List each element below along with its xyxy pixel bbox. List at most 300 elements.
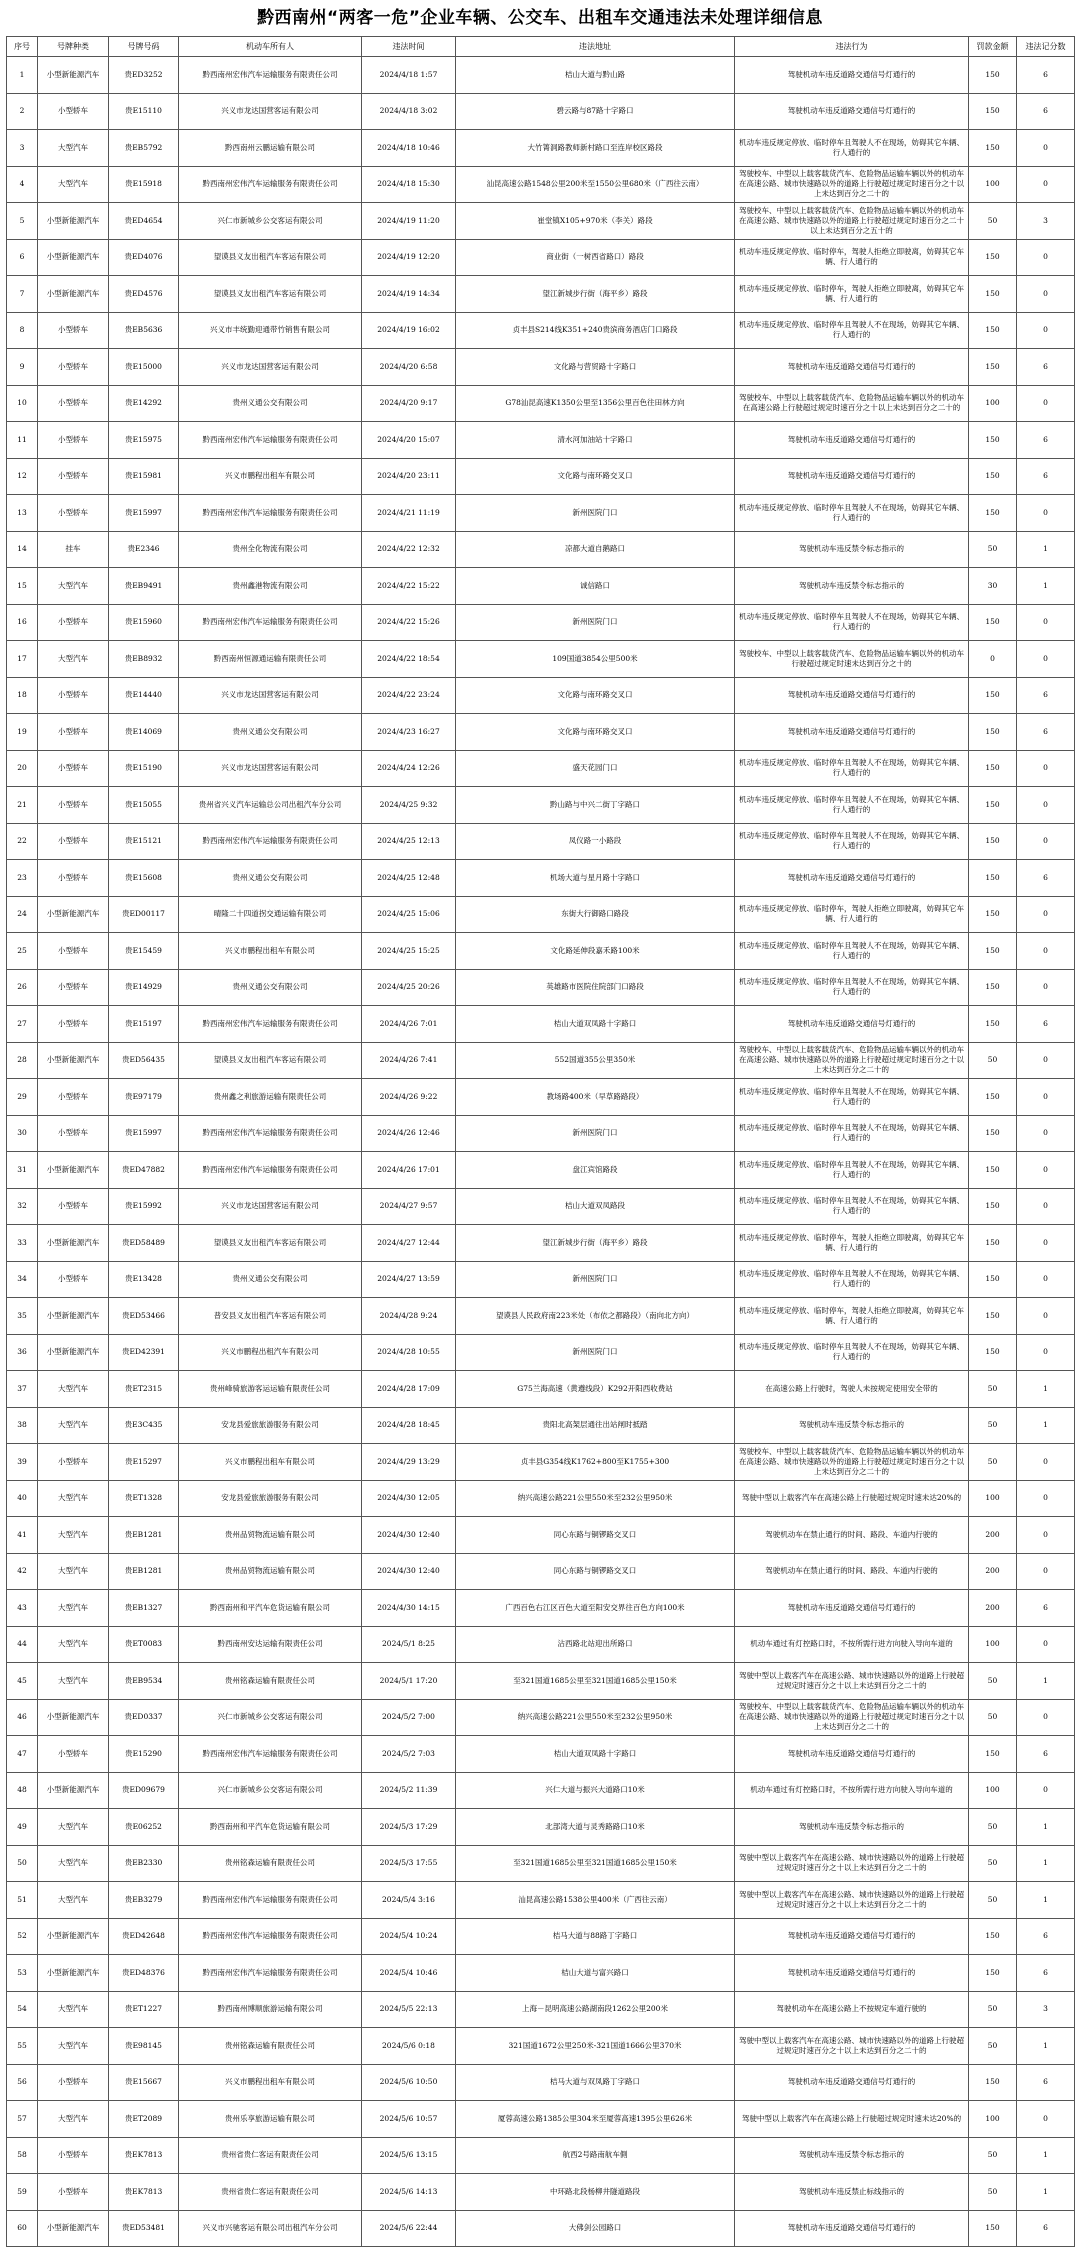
cell-fine: 50 (969, 1845, 1017, 1882)
cell-time: 2024/4/26 7:41 (362, 1042, 456, 1079)
table-body (7, 57, 1075, 2247)
cell-fine: 150 (969, 276, 1017, 313)
cell-behavior: 驾驶校车、中型以上载客载货汽车、危险物品运输车辆以外的机动车在高速公路、城市快速路以外的道路上行驶超过规定时速百分之十以上未达到百分之二十的 (735, 1699, 969, 1736)
cell-fine: 150 (969, 604, 1017, 641)
cell-points: 0 (1017, 604, 1075, 641)
cell-location: 新州医院门口 (456, 495, 735, 532)
cell-index: 49 (7, 1809, 38, 1846)
cell-plate-type: 小型新能源汽车 (38, 1955, 109, 1992)
cell-time: 2024/5/4 3:16 (362, 1882, 456, 1919)
cell-time: 2024/4/25 9:32 (362, 787, 456, 824)
cell-time: 2024/5/3 17:55 (362, 1845, 456, 1882)
cell-time: 2024/4/20 15:07 (362, 422, 456, 459)
cell-plate-type: 小型新能源汽车 (38, 57, 109, 94)
cell-fine: 50 (969, 2137, 1017, 2174)
cell-plate-number: 贵E15190 (109, 750, 179, 787)
cell-fine: 200 (969, 1590, 1017, 1627)
cell-index: 27 (7, 1006, 38, 1043)
cell-time: 2024/4/27 9:57 (362, 1188, 456, 1225)
cell-location: 碧云路与87路十字路口 (456, 93, 735, 130)
cell-behavior: 驾驶机动车违反道路交通信号灯通行的 (735, 458, 969, 495)
cell-points: 0 (1017, 1772, 1075, 1809)
cell-plate-number: 贵ET2315 (109, 1371, 179, 1408)
cell-points: 6 (1017, 422, 1075, 459)
cell-index: 42 (7, 1553, 38, 1590)
cell-plate-type: 大型汽车 (38, 1553, 109, 1590)
table-row (7, 1480, 1075, 1517)
cell-behavior: 机动车违反规定停放、临时停车且驾驶人不在现场，妨碍其它车辆、行人通行的 (735, 495, 969, 532)
cell-points: 0 (1017, 276, 1075, 313)
cell-index: 33 (7, 1225, 38, 1262)
cell-behavior: 机动车违反规定停放、临时停车且驾驶人不在现场，妨碍其它车辆、行人通行的 (735, 1079, 969, 1116)
cell-points: 0 (1017, 787, 1075, 824)
cell-fine: 50 (969, 1809, 1017, 1846)
cell-behavior: 驾驶机动车违反道路交通信号灯通行的 (735, 1006, 969, 1043)
cell-location: 盘江宾馆路段 (456, 1152, 735, 1189)
cell-points: 3 (1017, 1991, 1075, 2028)
cell-behavior: 驾驶机动车违反道路交通信号灯通行的 (735, 677, 969, 714)
cell-time: 2024/4/19 12:20 (362, 239, 456, 276)
cell-time: 2024/4/25 15:25 (362, 933, 456, 970)
cell-owner: 贵州鑫港物流有限公司 (179, 568, 362, 605)
cell-behavior: 机动车违反规定停放、临时停车，驾驶人拒绝立即驶离，妨碍其它车辆、行人通行的 (735, 1298, 969, 1335)
cell-plate-type: 小型新能源汽车 (38, 1298, 109, 1335)
cell-behavior: 驾驶机动车违反禁令标志指示的 (735, 2137, 969, 2174)
cell-owner: 黔西南州宏伟汽车运输服务有限责任公司 (179, 1882, 362, 1919)
table-row (7, 1152, 1075, 1189)
cell-points: 0 (1017, 312, 1075, 349)
cell-behavior: 机动车违反规定停放、临时停车且驾驶人不在现场，妨碍其它车辆、行人通行的 (735, 1188, 969, 1225)
table-row (7, 458, 1075, 495)
cell-behavior: 驾驶机动车违反道路交通信号灯通行的 (735, 422, 969, 459)
cell-owner: 兴仁市新城乡公交客运有限公司 (179, 1699, 362, 1736)
cell-time: 2024/4/27 13:59 (362, 1261, 456, 1298)
cell-owner: 黔西南州宏伟汽车运输服务有限责任公司 (179, 57, 362, 94)
cell-location: 纳兴高速公路221公里550米至232公里950米 (456, 1699, 735, 1736)
cell-location: 纳兴高速公路221公里550米至232公里950米 (456, 1480, 735, 1517)
cell-plate-number: 贵ED47882 (109, 1152, 179, 1189)
cell-location: 109国道3854公里500米 (456, 641, 735, 678)
cell-plate-type: 小型轿车 (38, 969, 109, 1006)
cell-owner: 兴义市鹏程出租车有限公司 (179, 1444, 362, 1481)
cell-fine: 150 (969, 1955, 1017, 1992)
cell-plate-type: 小型新能源汽车 (38, 896, 109, 933)
cell-location: 崔堂镇X105+970米（李关）路段 (456, 203, 735, 240)
cell-plate-type: 小型轿车 (38, 750, 109, 787)
cell-points: 0 (1017, 1115, 1075, 1152)
cell-fine: 150 (969, 349, 1017, 386)
cell-plate-number: 贵E3C435 (109, 1407, 179, 1444)
cell-points: 0 (1017, 1626, 1075, 1663)
cell-time: 2024/4/22 15:22 (362, 568, 456, 605)
cell-plate-number: 贵E15992 (109, 1188, 179, 1225)
cell-owner: 兴义市鹏程出租车有限公司 (179, 458, 362, 495)
cell-plate-number: 贵E14069 (109, 714, 179, 751)
cell-fine: 150 (969, 1334, 1017, 1371)
cell-plate-number: 贵ED0337 (109, 1699, 179, 1736)
cell-location: 桔山大道与黔山路 (456, 57, 735, 94)
cell-fine: 150 (969, 1918, 1017, 1955)
cell-owner: 黔西南州宏伟汽车运输服务有限责任公司 (179, 823, 362, 860)
table-row (7, 276, 1075, 313)
cell-plate-number: 贵ED3252 (109, 57, 179, 94)
cell-plate-number: 贵EB3279 (109, 1882, 179, 1919)
cell-plate-number: 贵E15197 (109, 1006, 179, 1043)
cell-time: 2024/5/3 17:29 (362, 1809, 456, 1846)
cell-fine: 50 (969, 203, 1017, 240)
cell-plate-number: 贵E14292 (109, 385, 179, 422)
table-row (7, 1772, 1075, 1809)
cell-points: 1 (1017, 2028, 1075, 2065)
cell-owner: 黔西南州宏伟汽车运输服务有限责任公司 (179, 604, 362, 641)
cell-time: 2024/4/30 14:15 (362, 1590, 456, 1627)
cell-fine: 150 (969, 1225, 1017, 1262)
cell-location: 桔山大道双凤路十字路口 (456, 1736, 735, 1773)
cell-owner: 兴义市鹏程出租车有限公司 (179, 2064, 362, 2101)
cell-location: 盛天花园门口 (456, 750, 735, 787)
cell-plate-type: 小型轿车 (38, 823, 109, 860)
cell-behavior: 机动车违反规定停放、临时停车且驾驶人不在现场，妨碍其它车辆、行人通行的 (735, 823, 969, 860)
cell-location: 贵阳北高架层通往出站闸时抵踏 (456, 1407, 735, 1444)
cell-location: 汕昆高速公路1538公里400米（广西往云南） (456, 1882, 735, 1919)
table-row (7, 714, 1075, 751)
cell-fine: 150 (969, 458, 1017, 495)
cell-index: 15 (7, 568, 38, 605)
cell-points: 6 (1017, 1736, 1075, 1773)
cell-plate-type: 大型汽车 (38, 641, 109, 678)
cell-index: 5 (7, 203, 38, 240)
cell-points: 6 (1017, 458, 1075, 495)
table-row (7, 1882, 1075, 1919)
column-header-index: 序号 (7, 37, 38, 57)
cell-owner: 望谟县义友出租汽车客运有限公司 (179, 276, 362, 313)
table-row (7, 2210, 1075, 2247)
table-row (7, 57, 1075, 94)
column-header-plate-number: 号牌号码 (109, 37, 179, 57)
table-row (7, 568, 1075, 605)
cell-time: 2024/4/19 14:34 (362, 276, 456, 313)
cell-fine: 150 (969, 714, 1017, 751)
cell-plate-number: 贵E15110 (109, 93, 179, 130)
table-row (7, 1991, 1075, 2028)
table-row (7, 1334, 1075, 1371)
table-row (7, 2028, 1075, 2065)
cell-behavior: 机动车违反规定停放、临时停车且驾驶人不在现场，妨碍其它车辆、行人通行的 (735, 1334, 969, 1371)
cell-plate-number: 贵EB2330 (109, 1845, 179, 1882)
cell-location: 桔马大道与88路丁字路口 (456, 1918, 735, 1955)
cell-index: 11 (7, 422, 38, 459)
cell-behavior: 驾驶校车、中型以上载客载货汽车、危险物品运输车辆以外的机动车在高速公路上行驶超过规定时速百分之十以上未达到百分之二十的 (735, 385, 969, 422)
cell-behavior: 驾驶校车、中型以上载客载货汽车、危险物品运输车辆以外的机动车行驶超过规定时速未达到百分之十的 (735, 641, 969, 678)
table-row (7, 130, 1075, 167)
table-row (7, 93, 1075, 130)
cell-plate-number: 贵E15000 (109, 349, 179, 386)
cell-location: 英雄路市医院住院部门口路段 (456, 969, 735, 1006)
cell-time: 2024/4/26 17:01 (362, 1152, 456, 1189)
cell-plate-type: 挂车 (38, 531, 109, 568)
cell-behavior: 驾驶机动车违反道路交通信号灯通行的 (735, 1736, 969, 1773)
cell-points: 0 (1017, 166, 1075, 203)
cell-index: 24 (7, 896, 38, 933)
cell-points: 6 (1017, 1590, 1075, 1627)
cell-behavior: 机动车违反规定停放、临时停车，驾驶人拒绝立即驶离，妨碍其它车辆、行人通行的 (735, 239, 969, 276)
cell-behavior: 驾驶机动车违反道路交通信号灯通行的 (735, 57, 969, 94)
cell-owner: 贵州全化物流有限公司 (179, 531, 362, 568)
cell-plate-number: 贵E15997 (109, 1115, 179, 1152)
cell-points: 0 (1017, 1699, 1075, 1736)
cell-points: 1 (1017, 2174, 1075, 2211)
cell-owner: 贵州铭森运输有限责任公司 (179, 2028, 362, 2065)
cell-plate-type: 大型汽车 (38, 166, 109, 203)
cell-plate-type: 小型轿车 (38, 677, 109, 714)
table-row (7, 969, 1075, 1006)
cell-index: 16 (7, 604, 38, 641)
table-row (7, 1590, 1075, 1627)
cell-fine: 150 (969, 495, 1017, 532)
cell-points: 1 (1017, 1845, 1075, 1882)
cell-plate-number: 贵E15608 (109, 860, 179, 897)
cell-location: 教场路400米（早草路路段） (456, 1079, 735, 1116)
table-row (7, 203, 1075, 240)
cell-time: 2024/4/18 1:57 (362, 57, 456, 94)
cell-behavior: 驾驶机动车违反道路交通信号灯通行的 (735, 2210, 969, 2247)
cell-behavior: 机动车违反规定停放、临时停车且驾驶人不在现场，妨碍其它车辆、行人通行的 (735, 130, 969, 167)
cell-points: 0 (1017, 969, 1075, 1006)
cell-time: 2024/4/22 18:54 (362, 641, 456, 678)
table-row (7, 1371, 1075, 1408)
cell-location: 桔山大道双凤路十字路口 (456, 1006, 735, 1043)
table-row (7, 1188, 1075, 1225)
table-row (7, 422, 1075, 459)
cell-plate-number: 贵E98145 (109, 2028, 179, 2065)
cell-index: 32 (7, 1188, 38, 1225)
cell-owner: 贵州义通公交有限公司 (179, 714, 362, 751)
cell-owner: 贵州义通公交有限公司 (179, 1261, 362, 1298)
cell-plate-number: 贵ED4576 (109, 276, 179, 313)
cell-points: 0 (1017, 385, 1075, 422)
cell-fine: 150 (969, 1261, 1017, 1298)
cell-time: 2024/5/1 8:25 (362, 1626, 456, 1663)
cell-fine: 50 (969, 2028, 1017, 2065)
column-header-plate-type: 号牌种类 (38, 37, 109, 57)
cell-owner: 兴义市鹏程出租车有限公司 (179, 933, 362, 970)
cell-behavior: 驾驶机动车违反道路交通信号灯通行的 (735, 1918, 969, 1955)
cell-index: 39 (7, 1444, 38, 1481)
cell-points: 6 (1017, 57, 1075, 94)
cell-owner: 兴义市龙达国营客运有限公司 (179, 349, 362, 386)
cell-plate-number: 贵E14929 (109, 969, 179, 1006)
cell-time: 2024/5/6 10:50 (362, 2064, 456, 2101)
cell-plate-number: 贵EB5792 (109, 130, 179, 167)
cell-plate-number: 贵EB9534 (109, 1663, 179, 1700)
cell-plate-number: 贵EB9491 (109, 568, 179, 605)
cell-behavior: 机动车违反规定停放、临时停车，驾驶人拒绝立即驶离，妨碍其它车辆、行人通行的 (735, 896, 969, 933)
cell-fine: 100 (969, 385, 1017, 422)
table-row (7, 750, 1075, 787)
cell-fine: 30 (969, 568, 1017, 605)
cell-time: 2024/4/28 10:55 (362, 1334, 456, 1371)
table-row (7, 1079, 1075, 1116)
table-row (7, 1225, 1075, 1262)
cell-fine: 100 (969, 1772, 1017, 1809)
cell-behavior: 机动车违反规定停放、临时停车，驾驶人拒绝立即驶离，妨碍其它车辆、行人通行的 (735, 1225, 969, 1262)
cell-plate-type: 小型轿车 (38, 422, 109, 459)
cell-points: 1 (1017, 1407, 1075, 1444)
cell-time: 2024/4/21 11:19 (362, 495, 456, 532)
cell-behavior: 驾驶机动车违反禁令标志指示的 (735, 568, 969, 605)
cell-points: 0 (1017, 1553, 1075, 1590)
cell-plate-number: 贵ED00117 (109, 896, 179, 933)
cell-location: 文化路与营贸路十字路口 (456, 349, 735, 386)
cell-location: 望江新城步行街（海平乡）路段 (456, 276, 735, 313)
cell-plate-type: 大型汽车 (38, 1590, 109, 1627)
cell-time: 2024/4/19 16:02 (362, 312, 456, 349)
cell-time: 2024/4/22 15:26 (362, 604, 456, 641)
cell-owner: 黔西南州和平汽车危货运输有限公司 (179, 1809, 362, 1846)
cell-points: 1 (1017, 1663, 1075, 1700)
cell-fine: 150 (969, 896, 1017, 933)
cell-location: 上海－昆明高速公路湖南段1262公里200米 (456, 1991, 735, 2028)
table-row (7, 823, 1075, 860)
cell-owner: 安龙县爱旅旅游服务有限公司 (179, 1480, 362, 1517)
cell-time: 2024/4/26 12:46 (362, 1115, 456, 1152)
cell-fine: 150 (969, 2210, 1017, 2247)
cell-location: 桔马大道与双凤路丁字路口 (456, 2064, 735, 2101)
cell-time: 2024/4/26 7:01 (362, 1006, 456, 1043)
cell-time: 2024/5/2 7:00 (362, 1699, 456, 1736)
cell-owner: 贵州鑫之利旅游运输有限责任公司 (179, 1079, 362, 1116)
cell-plate-number: 贵E15960 (109, 604, 179, 641)
table-row (7, 239, 1075, 276)
cell-plate-number: 贵ET1328 (109, 1480, 179, 1517)
cell-owner: 黔西南州云鹏运输有限公司 (179, 130, 362, 167)
cell-behavior: 驾驶机动车违反禁令标志指示的 (735, 1407, 969, 1444)
cell-points: 3 (1017, 203, 1075, 240)
cell-index: 40 (7, 1480, 38, 1517)
cell-index: 1 (7, 57, 38, 94)
cell-index: 10 (7, 385, 38, 422)
cell-behavior: 驾驶机动车在高速公路上不按规定车道行驶的 (735, 1991, 969, 2028)
cell-fine: 100 (969, 166, 1017, 203)
cell-time: 2024/4/22 12:32 (362, 531, 456, 568)
cell-location: 新州医院门口 (456, 1334, 735, 1371)
cell-index: 43 (7, 1590, 38, 1627)
cell-fine: 150 (969, 969, 1017, 1006)
cell-fine: 50 (969, 1882, 1017, 1919)
cell-location: 文化路与南环路交叉口 (456, 677, 735, 714)
cell-behavior: 驾驶机动车违反道路交通信号灯通行的 (735, 714, 969, 751)
cell-plate-type: 大型汽车 (38, 1626, 109, 1663)
cell-location: 汕昆高速公路1548公里200米至1550公里680米（广西往云南） (456, 166, 735, 203)
cell-behavior: 机动车违反规定停放、临时停车且驾驶人不在现场，妨碍其它车辆、行人通行的 (735, 787, 969, 824)
cell-time: 2024/4/28 9:24 (362, 1298, 456, 1335)
cell-index: 12 (7, 458, 38, 495)
cell-index: 47 (7, 1736, 38, 1773)
table-row (7, 1626, 1075, 1663)
cell-owner: 贵州义通公交有限公司 (179, 385, 362, 422)
cell-plate-number: 贵E15290 (109, 1736, 179, 1773)
cell-points: 1 (1017, 2137, 1075, 2174)
column-header-time: 违法时间 (362, 37, 456, 57)
cell-plate-type: 小型新能源汽车 (38, 203, 109, 240)
cell-behavior: 驾驶机动车违反道路交通信号灯通行的 (735, 860, 969, 897)
cell-location: 同心东路与铜锣路交叉口 (456, 1517, 735, 1554)
cell-location: 至321国道1685公里至321国道1685公里150米 (456, 1663, 735, 1700)
cell-plate-type: 大型汽车 (38, 1663, 109, 1700)
cell-time: 2024/4/29 13:29 (362, 1444, 456, 1481)
cell-fine: 150 (969, 787, 1017, 824)
cell-owner: 晴隆二十四道拐交通运输有限公司 (179, 896, 362, 933)
cell-fine: 100 (969, 1626, 1017, 1663)
table-row (7, 1517, 1075, 1554)
cell-location: 广西百色右江区百色大道至阳安交界往百色方向100米 (456, 1590, 735, 1627)
table-row (7, 1663, 1075, 1700)
cell-points: 0 (1017, 495, 1075, 532)
cell-index: 26 (7, 969, 38, 1006)
cell-behavior: 驾驶校车、中型以上载客载货汽车、危险物品运输车辆以外的机动车在高速公路、城市快速路以外的道路上行驶超过规定时速百分之二十以上未达到百分之五十的 (735, 203, 969, 240)
cell-owner: 贵州义通公交有限公司 (179, 969, 362, 1006)
table-row (7, 1845, 1075, 1882)
cell-behavior: 驾驶校车、中型以上载客载货汽车、危险物品运输车辆以外的机动车在高速公路、城市快速路以外的道路上行驶超过规定时速百分之十以上未达到百分之二十的 (735, 1444, 969, 1481)
cell-plate-type: 大型汽车 (38, 568, 109, 605)
cell-owner: 贵州省兴义汽车运输总公司出租汽车分公司 (179, 787, 362, 824)
cell-index: 25 (7, 933, 38, 970)
table-row (7, 677, 1075, 714)
cell-index: 41 (7, 1517, 38, 1554)
cell-points: 0 (1017, 239, 1075, 276)
table-row (7, 641, 1075, 678)
cell-index: 56 (7, 2064, 38, 2101)
cell-owner: 兴义市鹏程出租汽车有限公司 (179, 1334, 362, 1371)
cell-points: 6 (1017, 677, 1075, 714)
cell-plate-type: 大型汽车 (38, 130, 109, 167)
cell-location: 清水河加油站十字路口 (456, 422, 735, 459)
cell-plate-number: 贵ED4654 (109, 203, 179, 240)
cell-points: 0 (1017, 1480, 1075, 1517)
cell-time: 2024/4/30 12:05 (362, 1480, 456, 1517)
cell-plate-type: 大型汽车 (38, 1809, 109, 1846)
cell-time: 2024/4/30 12:40 (362, 1517, 456, 1554)
cell-points: 6 (1017, 714, 1075, 751)
cell-behavior: 机动车违反规定停放、临时停车且驾驶人不在现场，妨碍其它车辆、行人通行的 (735, 969, 969, 1006)
cell-behavior: 机动车通过有灯控路口时，不按所需行进方向驶入导向车道的 (735, 1626, 969, 1663)
cell-behavior: 机动车违反规定停放、临时停车，驾驶人拒绝立即驶离，妨碍其它车辆、行人通行的 (735, 276, 969, 313)
cell-plate-type: 大型汽车 (38, 2028, 109, 2065)
cell-time: 2024/4/20 9:17 (362, 385, 456, 422)
cell-points: 0 (1017, 130, 1075, 167)
cell-time: 2024/4/20 23:11 (362, 458, 456, 495)
cell-plate-number: 贵EK7813 (109, 2137, 179, 2174)
cell-fine: 150 (969, 1006, 1017, 1043)
cell-location: 北部湾大道与灵秀路路口10米 (456, 1809, 735, 1846)
cell-fine: 150 (969, 130, 1017, 167)
cell-time: 2024/4/27 12:44 (362, 1225, 456, 1262)
cell-owner: 贵州品贸物流运输有限公司 (179, 1553, 362, 1590)
cell-behavior: 驾驶机动车违反禁令标志指示的 (735, 531, 969, 568)
cell-owner: 兴义市丰统勤迎通带竹销售有限公司 (179, 312, 362, 349)
cell-points: 1 (1017, 1809, 1075, 1846)
cell-plate-type: 小型轿车 (38, 1115, 109, 1152)
cell-owner: 贵州乐享旅游运输有限公司 (179, 2101, 362, 2138)
cell-points: 0 (1017, 933, 1075, 970)
cell-behavior: 驾驶中型以上载客汽车在高速公路上行驶超过规定时速未达20%的 (735, 2101, 969, 2138)
cell-plate-type: 小型轿车 (38, 1444, 109, 1481)
cell-points: 0 (1017, 1261, 1075, 1298)
cell-fine: 150 (969, 2064, 1017, 2101)
cell-behavior: 驾驶机动车在禁止通行的时间、路段、车道内行驶的 (735, 1553, 969, 1590)
cell-plate-type: 小型轿车 (38, 349, 109, 386)
cell-fine: 50 (969, 1042, 1017, 1079)
